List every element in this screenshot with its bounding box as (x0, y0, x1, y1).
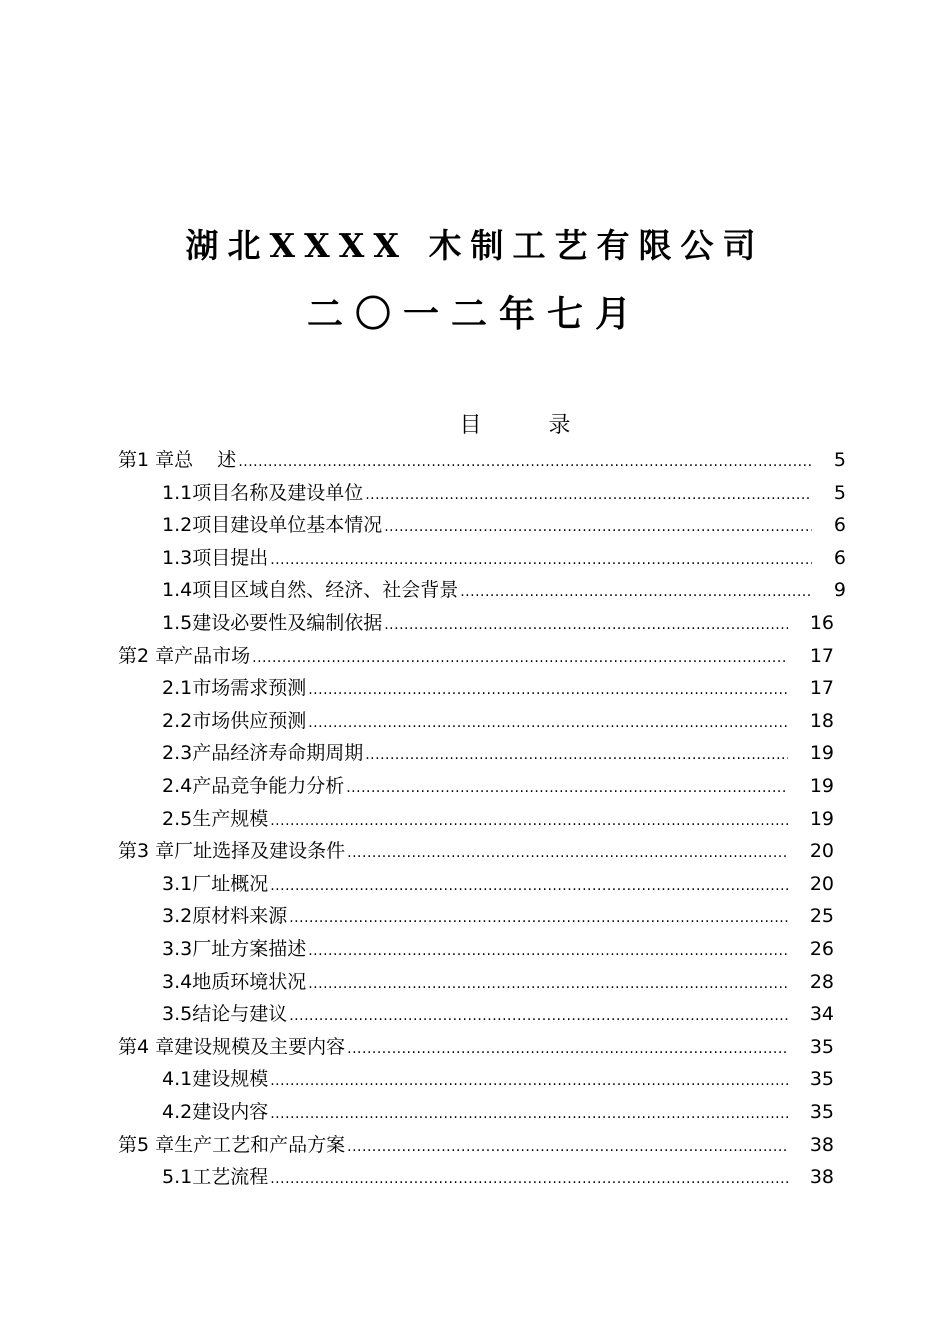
toc-leader-dots (270, 1098, 788, 1130)
toc-leader-dots (252, 642, 788, 674)
toc-entry-title: 建设必要性及编制依据 (192, 612, 383, 634)
toc-entry-title: 原材料来源 (192, 905, 288, 928)
toc-entry-page: 9 (833, 579, 846, 602)
toc-entry-title: 市场供应预测 (192, 709, 307, 732)
toc-leader-dots (365, 739, 788, 771)
toc-entry-number: 第3 章 (118, 840, 175, 863)
toc-entry-title: 建设内容 (192, 1101, 269, 1123)
toc-entry[interactable] (162, 509, 846, 541)
toc-entry-page: 38 (809, 1166, 834, 1189)
toc-entry-number: 4.2 (162, 1101, 193, 1123)
toc-entry-number: 2.3 (162, 742, 193, 765)
toc-entry-page: 38 (809, 1133, 834, 1156)
toc-leader-dots (270, 805, 788, 837)
toc-entry-title: 项目区域自然、经济、社会背景 (192, 579, 459, 602)
toc-entry[interactable] (162, 803, 834, 835)
toc-entry[interactable] (162, 607, 834, 639)
toc-leader-dots (365, 479, 812, 511)
toc-entry[interactable] (162, 1161, 834, 1193)
toc-entry[interactable] (162, 966, 834, 998)
toc-leader-dots (308, 968, 788, 1000)
toc-entry-number: 5.1 (162, 1166, 193, 1189)
toc-entry[interactable] (162, 933, 834, 965)
toc-entry-title: 项目提出 (192, 546, 269, 569)
toc-entry-number: 1.1 (162, 481, 193, 504)
toc-entry-title: 总 述 (174, 449, 237, 471)
toc-entry-page: 26 (809, 938, 834, 960)
toc-leader-dots (347, 1033, 788, 1065)
toc-leader-dots (384, 609, 788, 641)
toc-entry[interactable] (162, 477, 846, 509)
toc-entry[interactable] (162, 574, 846, 606)
toc-entry-page: 5 (833, 449, 846, 471)
toc-leader-dots (289, 902, 788, 934)
toc-entry-page: 35 (809, 1101, 834, 1123)
toc-leader-dots (308, 935, 788, 967)
toc-entry-number: 2.2 (162, 709, 193, 732)
toc-leader-dots (270, 1163, 788, 1195)
toc-entry-number: 第4 章 (118, 1035, 175, 1058)
toc-entry-title: 产品经济寿命期周期 (192, 742, 364, 765)
toc-entry-number: 4.1 (162, 1068, 193, 1091)
toc-entry-number: 第2 章 (118, 644, 175, 667)
toc-entry-number: 3.4 (162, 970, 193, 993)
toc-entry-page: 34 (809, 1003, 834, 1026)
toc-entry-number: 2.4 (162, 775, 193, 797)
toc-entry[interactable] (162, 737, 834, 769)
toc-entry-title: 厂址概况 (192, 872, 269, 895)
toc-entry-number: 1.4 (162, 579, 193, 602)
toc-entry-page: 35 (809, 1035, 834, 1058)
toc-entry-number: 3.1 (162, 872, 193, 895)
toc-entry-page: 19 (809, 742, 834, 765)
document-date: 二〇一二年七月 (306, 294, 643, 335)
toc-entry[interactable] (162, 542, 846, 574)
toc-leader-dots (384, 511, 812, 543)
toc-entry-page: 19 (809, 775, 834, 797)
toc-entry-page: 17 (809, 644, 834, 667)
toc-leader-dots (347, 837, 788, 869)
toc-leader-dots (270, 1065, 788, 1097)
company-name: 湖北XXXX 木制工艺有限公司 (185, 226, 765, 265)
toc-entry-page: 16 (809, 612, 834, 634)
toc-entry-page: 17 (809, 677, 834, 700)
toc-title: 目 录 (459, 413, 571, 438)
toc-entry[interactable] (118, 444, 846, 476)
toc-leader-dots (460, 576, 812, 608)
toc-entry-number: 1.5 (162, 612, 193, 634)
toc-entry-title: 项目名称及建设单位 (192, 481, 364, 504)
toc-entry-title: 生产规模 (192, 807, 269, 830)
toc-leader-dots (346, 772, 788, 804)
toc-entry[interactable] (162, 998, 834, 1030)
toc-entry[interactable] (162, 900, 834, 932)
toc-entry-number: 第1 章 (118, 449, 175, 471)
toc-entry-page: 28 (809, 970, 834, 993)
toc-entry-title: 地质环境状况 (192, 970, 307, 993)
toc-entry[interactable] (162, 672, 834, 704)
toc-entry[interactable] (162, 1063, 834, 1095)
toc-entry-page: 18 (809, 709, 834, 732)
toc-entry-title: 产品竞争能力分析 (192, 775, 345, 797)
toc-entry-number: 3.2 (162, 905, 193, 928)
toc-entry-page: 25 (809, 905, 834, 928)
toc-leader-dots (270, 544, 812, 576)
toc-leader-dots (289, 1000, 788, 1032)
toc-entry-number: 第5 章 (118, 1133, 175, 1156)
toc-entry-number: 1.3 (162, 546, 193, 569)
toc-leader-dots (270, 870, 788, 902)
toc-entry-page: 35 (809, 1068, 834, 1091)
toc-entry-number: 1.2 (162, 514, 193, 537)
toc-leader-dots (238, 446, 812, 478)
toc-leader-dots (347, 1131, 788, 1163)
toc-entry-title: 建设规模 (192, 1068, 269, 1091)
toc-leader-dots (308, 674, 788, 706)
toc-entry[interactable] (118, 1031, 834, 1063)
toc-entry-title: 产品市场 (174, 644, 251, 667)
toc-entry[interactable] (118, 640, 834, 672)
toc-entry-page: 6 (833, 546, 846, 569)
toc-entry-title: 建设规模及主要内容 (174, 1035, 346, 1058)
toc-entry-title: 市场需求预测 (192, 677, 307, 700)
toc-entry-number: 3.3 (162, 938, 193, 960)
toc-entry-page: 20 (809, 872, 834, 895)
toc-entry[interactable] (162, 868, 834, 900)
toc-entry-number: 2.1 (162, 677, 193, 700)
toc-entry-title: 生产工艺和产品方案 (174, 1133, 346, 1156)
toc-entry-page: 6 (833, 514, 846, 537)
toc-entry-page: 5 (833, 481, 846, 504)
toc-entry-number: 2.5 (162, 807, 193, 830)
toc-entry-title: 工艺流程 (192, 1166, 269, 1189)
toc-leader-dots (308, 707, 788, 739)
toc-entry[interactable] (118, 1129, 834, 1161)
toc-entry-title: 厂址方案描述 (192, 938, 307, 960)
toc-entry-page: 19 (809, 807, 834, 830)
toc-entry[interactable] (118, 835, 834, 867)
toc-entry-number: 3.5 (162, 1003, 193, 1026)
toc-entry-page: 20 (809, 840, 834, 863)
toc-entry[interactable] (162, 1096, 834, 1128)
toc-entry-title: 项目建设单位基本情况 (192, 514, 383, 537)
toc-entry[interactable] (162, 770, 834, 802)
toc-entry-title: 结论与建议 (192, 1003, 288, 1026)
toc-entry[interactable] (162, 705, 834, 737)
toc-entry-title: 厂址选择及建设条件 (174, 840, 346, 863)
